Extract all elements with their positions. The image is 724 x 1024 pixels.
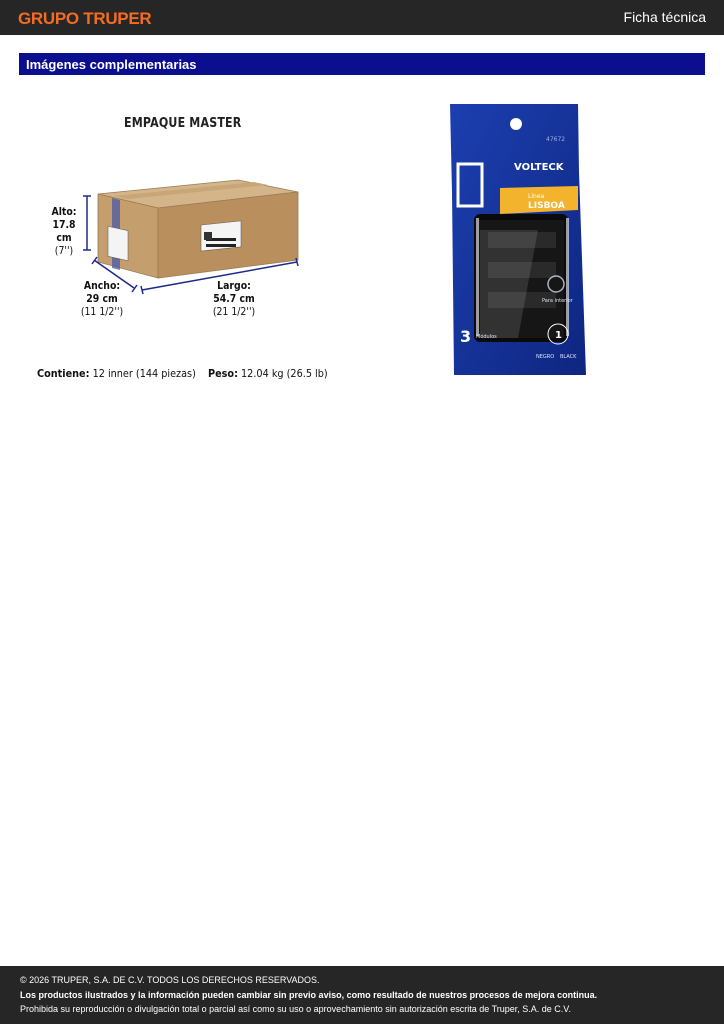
width-inches: (11 1/2'') bbox=[80, 305, 124, 318]
line-label: Línea bbox=[528, 193, 545, 200]
length-value: 54.7 cm bbox=[213, 292, 255, 305]
package-title: EMPAQUE MASTER bbox=[124, 116, 242, 131]
brand-logo: GRUPO TRUPER bbox=[18, 9, 152, 28]
length-inches: (21 1/2'') bbox=[212, 305, 256, 318]
footer-notice: Los productos ilustrados y la información pueden cambiar sin previo aviso, como resultado de nuestros procesos de mejora continua. bbox=[20, 990, 598, 1000]
product-code: 47672 bbox=[546, 136, 566, 143]
color-label: NEGRO bbox=[536, 354, 555, 360]
length-dimension bbox=[209, 279, 260, 318]
modules-count: 3 bbox=[460, 327, 472, 346]
gang-count: 1 bbox=[555, 330, 562, 341]
line-name: LISBOA bbox=[528, 201, 565, 211]
product-brand: VOLTECK bbox=[514, 162, 564, 173]
modules-text: Módulos bbox=[476, 334, 497, 340]
contents-value: 12 inner (144 piezas) bbox=[92, 367, 196, 380]
width-dimension bbox=[78, 279, 126, 318]
weight-value: 12.04 kg (26.5 lb) bbox=[241, 367, 328, 380]
page-footer bbox=[0, 966, 724, 1024]
width-label: Ancho: bbox=[83, 279, 121, 292]
document-type: Ficha técnica bbox=[623, 9, 706, 25]
interior-text: Para interior bbox=[542, 298, 573, 304]
footer-legal: Prohibida su reproducción o divulgación total o parcial así como su uso o aprovechamiento sin autorización escrita de Truper, S.A. de C.V. bbox=[20, 1004, 571, 1014]
section-title: Imágenes complementarias bbox=[26, 57, 197, 72]
color-label-en: BLACK bbox=[560, 354, 577, 360]
weight-label: Peso: bbox=[208, 367, 238, 380]
footer-copyright: © 2026 TRUPER, S.A. DE C.V. TODOS LOS DERECHOS RESERVADOS. bbox=[20, 975, 320, 985]
product-package-image bbox=[448, 102, 588, 378]
height-inches: (7'') bbox=[54, 244, 74, 257]
height-dimension bbox=[44, 205, 85, 257]
length-label: Largo: bbox=[217, 279, 251, 292]
height-value: 17.8 cm bbox=[52, 218, 76, 244]
weight-info bbox=[208, 367, 328, 380]
width-value: 29 cm bbox=[86, 292, 118, 305]
height-label: Alto: bbox=[51, 205, 77, 218]
contents-info bbox=[37, 367, 196, 380]
contents-label: Contiene: bbox=[37, 367, 90, 380]
dimension-lines bbox=[0, 0, 724, 400]
